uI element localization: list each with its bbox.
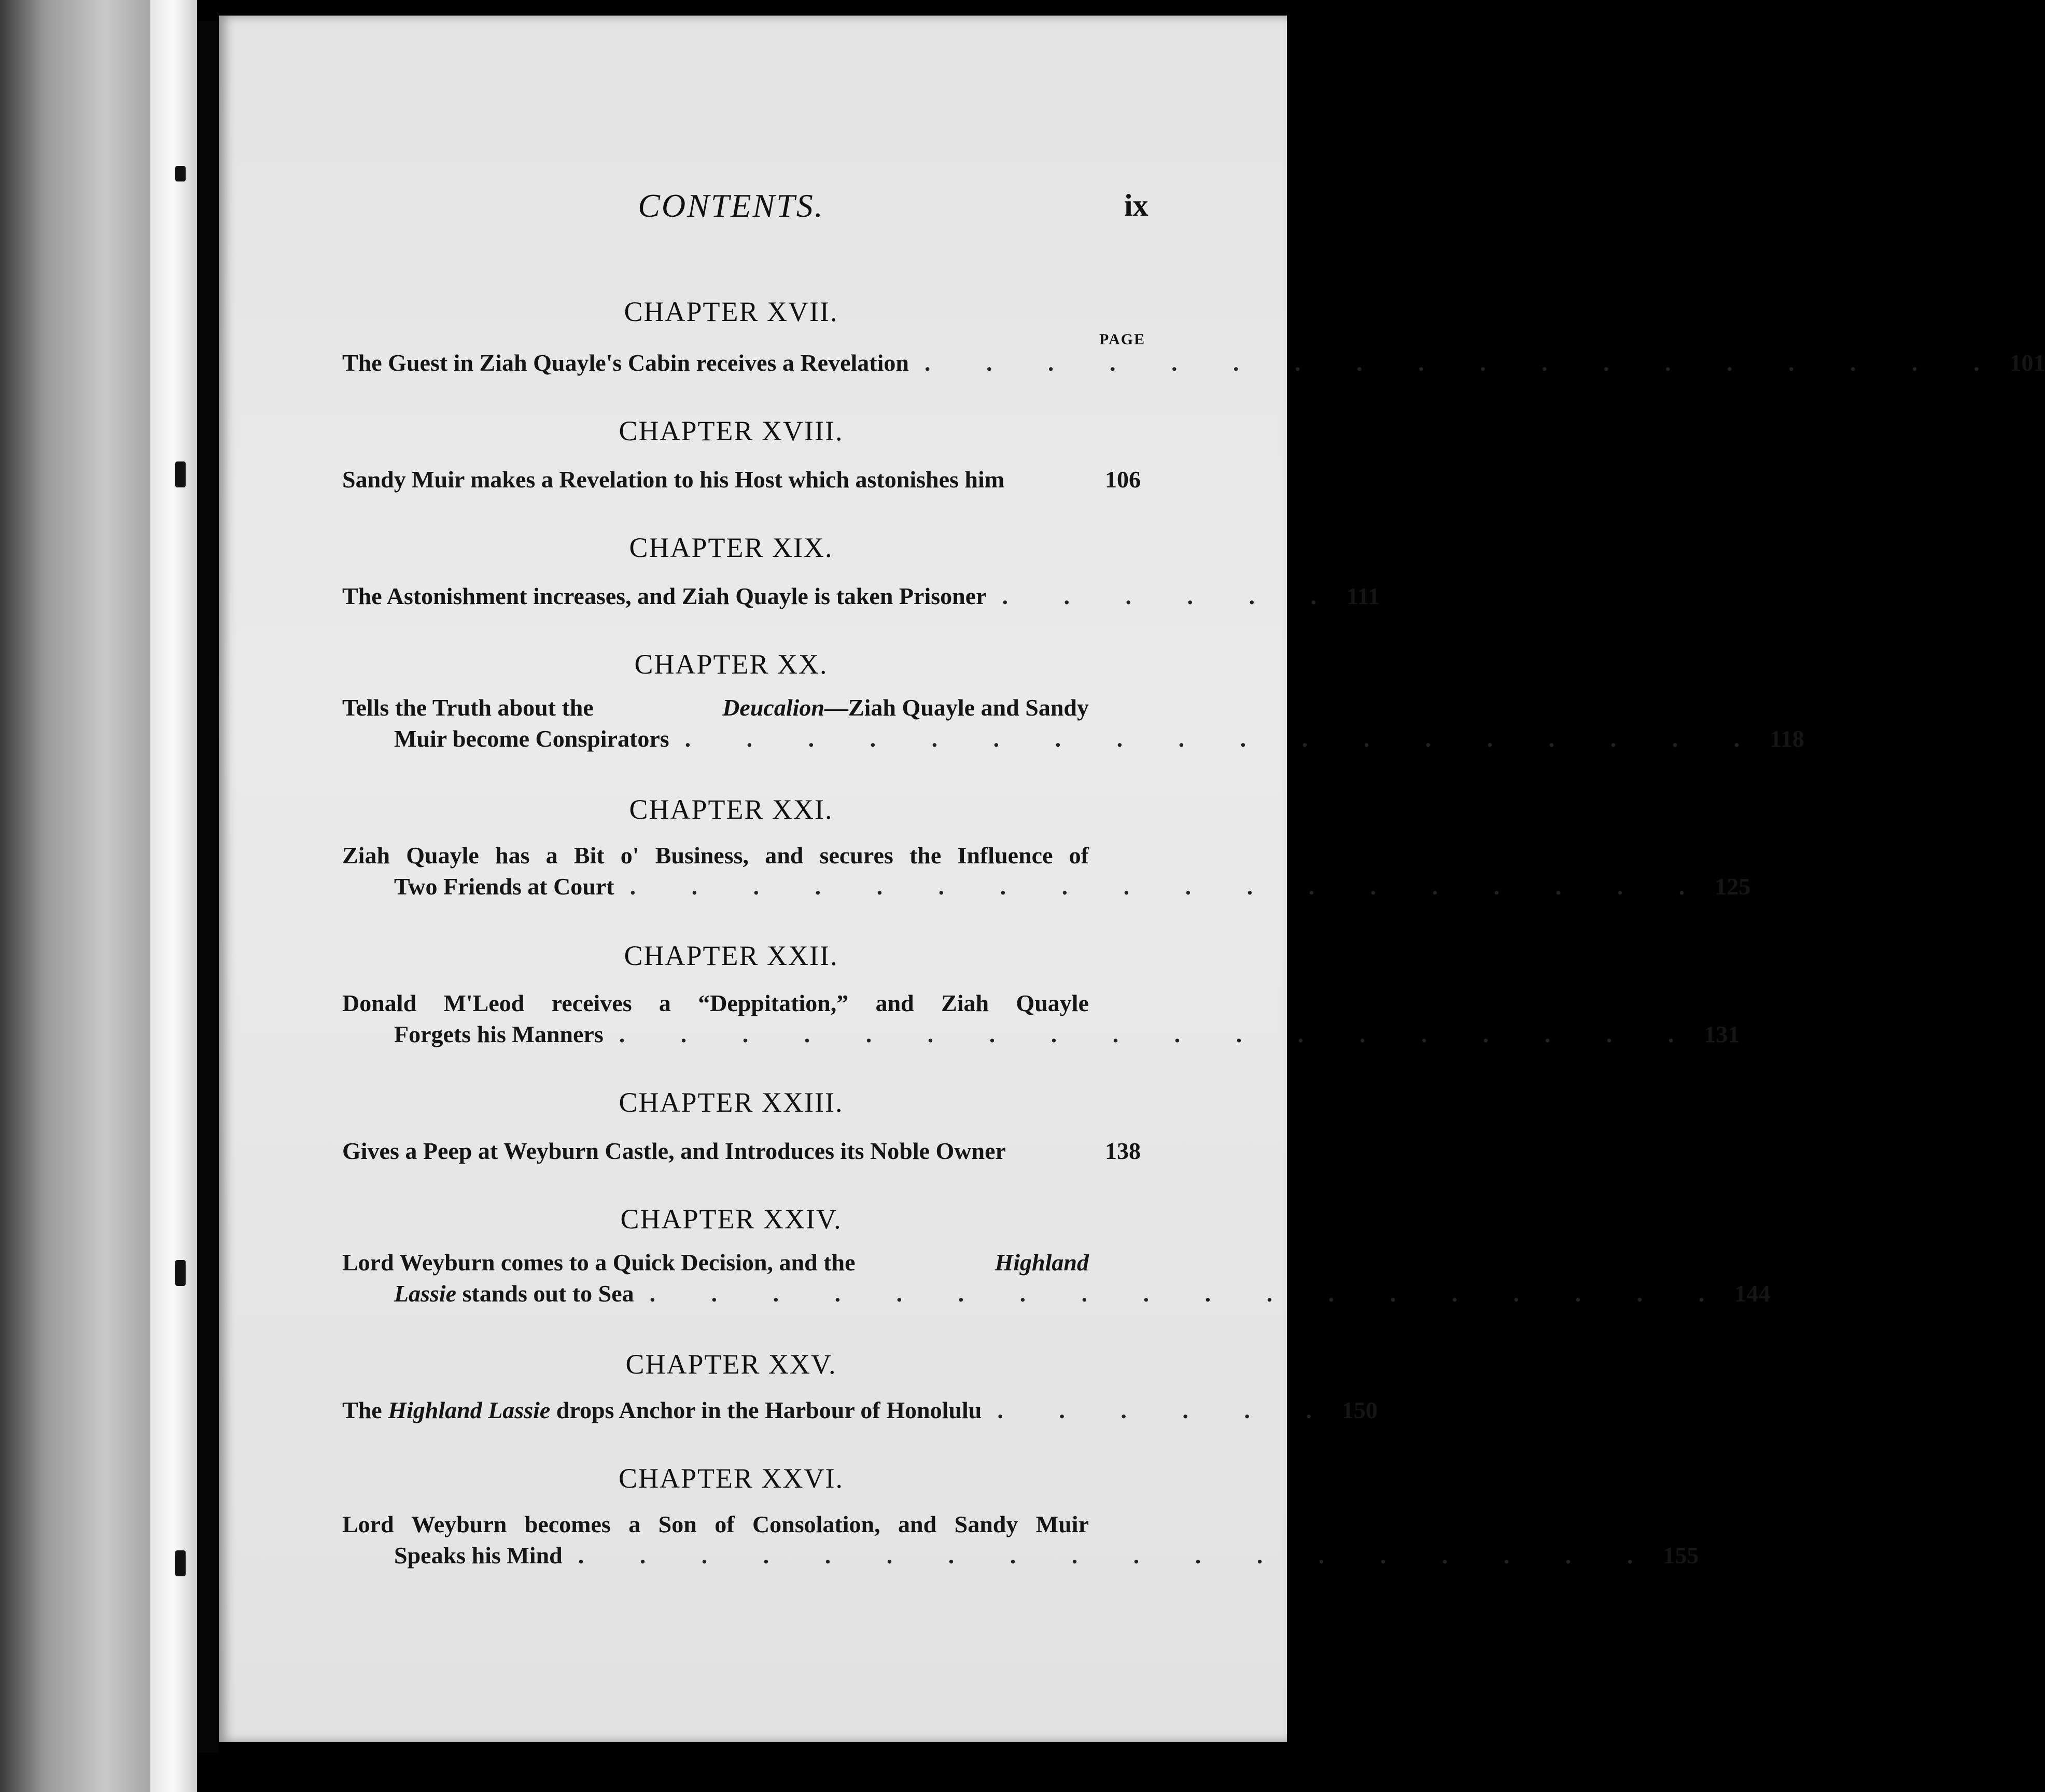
entry-title: Ziah Quayle has a Bit o' Business, and secures the Influence of	[342, 842, 1089, 869]
entry-title: Gives a Peep at Weyburn Castle, and Introduces its Noble Owner	[342, 1138, 1006, 1164]
entry-title: Speaks his Mind	[394, 1542, 563, 1569]
book-spine	[150, 0, 197, 1792]
entry-page-number: 131	[1704, 1021, 1740, 1047]
entry-page-number: 138	[1105, 1138, 1141, 1164]
dot-leader	[1006, 1136, 1100, 1167]
entry-title: Lord Weyburn becomes a Son of Consolation, and Sandy Muir	[342, 1511, 1089, 1537]
entry-title-part: Lord Weyburn comes to a Quick Decision, and the	[342, 1249, 856, 1276]
binding-mark	[175, 1260, 186, 1286]
entry-page-number: 150	[1341, 1397, 1378, 1423]
binding-mark	[175, 1550, 186, 1576]
chapter-heading: CHAPTER XXIV.	[620, 1203, 842, 1235]
ship-name: Deucalion	[722, 694, 824, 721]
entry-page-number: 106	[1105, 466, 1141, 493]
chapter-heading: CHAPTER XX.	[634, 649, 828, 680]
dot-leader: . . . . . . . . . . . . . . . . . .	[684, 725, 1765, 752]
running-title: CONTENTS.	[638, 187, 824, 224]
dot-leader: . . . . . . . . . . . . . . . . . .	[649, 1280, 1730, 1307]
entry-title-part: drops Anchor in the Harbour of Honolulu	[556, 1397, 982, 1423]
dot-leader: . . . . . . . . . . . . . . . . . .	[578, 1542, 1658, 1569]
entry-title: Muir become Conspirators	[394, 725, 669, 752]
chapter-heading: CHAPTER XVII.	[624, 296, 838, 327]
chapter-heading: CHAPTER XIX.	[629, 532, 833, 563]
dot-leader: . . . . . .	[1002, 583, 1342, 609]
toc-entry[interactable]	[342, 347, 2045, 379]
entry-title-part: Tells the Truth about the	[342, 694, 594, 721]
dot-leader: . . . . . . . . . . . . . . . . . .	[924, 349, 2005, 376]
toc-entry[interactable]	[342, 464, 1141, 495]
toc-entry[interactable]	[342, 581, 1380, 612]
toc-entry[interactable]	[342, 692, 1804, 754]
toc-entry[interactable]	[342, 1509, 1699, 1571]
entry-title: The Astonishment increases, and Ziah Quayle is taken Prisoner	[342, 583, 987, 609]
chapter-heading: CHAPTER XVIII.	[619, 415, 844, 446]
entry-title: The Guest in Ziah Quayle's Cabin receives a Revelation	[342, 349, 909, 376]
entry-title-part: stands out to Sea	[462, 1280, 634, 1307]
ship-name: Highland	[995, 1249, 1089, 1276]
ship-name: Lassie	[394, 1280, 457, 1307]
dot-leader: . . . . . .	[997, 1397, 1337, 1423]
entry-title-part: The	[342, 1397, 382, 1423]
entry-page-number: 118	[1770, 725, 1804, 752]
ship-name: Highland Lassie	[388, 1397, 551, 1423]
entry-title-part: —Ziah Quayle and Sandy	[824, 694, 1089, 721]
entry-page-number: 111	[1347, 583, 1380, 609]
entry-page-number: 144	[1734, 1280, 1771, 1307]
binding-mark	[175, 461, 186, 487]
chapter-heading: CHAPTER XXI.	[629, 794, 833, 825]
binding-mark	[175, 166, 186, 181]
chapter-heading: CHAPTER XXVI.	[618, 1463, 844, 1494]
entry-page-number: 155	[1663, 1542, 1699, 1569]
toc-entry[interactable]	[342, 1136, 1141, 1167]
toc-entry[interactable]	[342, 1247, 1771, 1309]
chapter-heading: CHAPTER XXII.	[624, 940, 838, 971]
chapter-heading: CHAPTER XXV.	[625, 1349, 837, 1380]
page-column-label: PAGE	[1099, 331, 1146, 348]
dot-leader	[1004, 464, 1100, 495]
page-number: ix	[1124, 188, 1148, 222]
entry-title: Sandy Muir makes a Revelation to his Host which astonishes him	[342, 466, 1005, 493]
left-page-edge	[0, 0, 150, 1792]
dot-leader: . . . . . . . . . . . . . . . . . .	[619, 1021, 1699, 1047]
dot-leader: . . . . . . . . . . . . . . . . . .	[629, 873, 1710, 900]
entry-title: Forgets his Manners	[394, 1021, 604, 1047]
toc-entry[interactable]	[342, 988, 1740, 1050]
entry-title: Donald M'Leod receives a “Deppitation,” and Ziah Quayle	[342, 990, 1089, 1016]
entry-page-number: 101	[2009, 349, 2045, 376]
entry-title: Two Friends at Court	[394, 873, 614, 900]
toc-entry[interactable]	[342, 840, 1751, 902]
entry-page-number: 125	[1715, 873, 1751, 900]
toc-entry[interactable]	[342, 1395, 1378, 1426]
chapter-heading: CHAPTER XXIII.	[619, 1087, 844, 1118]
